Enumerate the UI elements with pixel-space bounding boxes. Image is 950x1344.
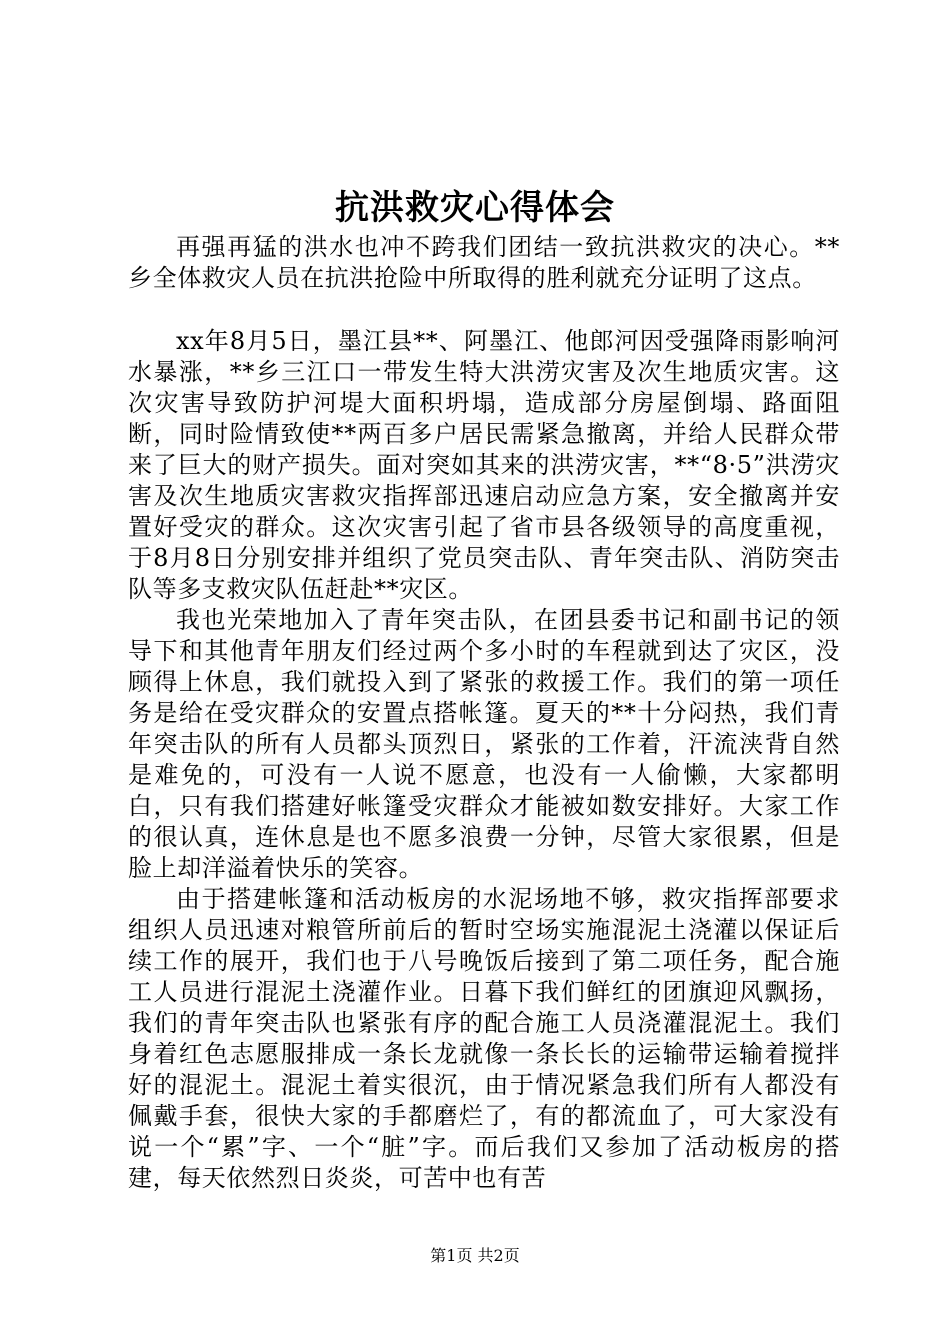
- body-paragraph-1: xx年8月5日，墨江县**、阿墨江、他郎河因受强降雨影响河水暴涨，**乡三江口一带发生特大洪涝灾害及次生地质灾害。这次灾害导致防护河堤大面积坍塌，造成部分房屋倒塌、路面阻断，同时险情致使**两百多户居民需紧急撤离，并给人民群众带来了巨大的财产损失。面对突如其来的洪涝灾害，**“8·5”洪涝灾害及次生地质灾害救灾指挥部迅速启动应急方案，安全撤离并安置好受灾的群众。这次灾害引起了省市县各级领导的高度重视，于8月8日分别安排并组织了党员突击队、青年突击队、消防突击队等多支救灾队伍赶赴**灾区。: [128, 327, 840, 603]
- main-section: [128, 326, 840, 1194]
- intro-section: [128, 232, 840, 294]
- body-paragraph-2: 我也光荣地加入了青年突击队，在团县委书记和副书记的领导下和其他青年朋友们经过两个多小时的车程就到达了灾区，没顾得上休息，我们就投入到了紧张的救援工作。我们的第一项任务是给在受灾群众的安置点搭帐篷。夏天的**十分闷热，我们青年突击队的所有人员都头顶烈日，紧张的工作着，汗流浃背自然是难免的，可没有一人说不愿意，也没有一人偷懒，大家都明白，只有我们搭建好帐篷受灾群众才能被如数安排好。大家工作的很认真，连休息是也不愿多浪费一分钟，尽管大家很累，但是脸上却洋溢着快乐的笑容。: [128, 606, 840, 882]
- document-title: 抗洪救灾心得体会: [335, 188, 615, 228]
- intro-paragraph: 再强再猛的洪水也冲不跨我们团结一致抗洪救灾的决心。**乡全体救灾人员在抗洪抢险中所取得的胜利就充分证明了这点。: [128, 233, 840, 292]
- page-footer: 第1页 共2页: [430, 1246, 520, 1265]
- body-paragraph-3: 由于搭建帐篷和活动板房的水泥场地不够，救灾指挥部要求组织人员迅速对粮管所前后的暂时空场实施混泥土浇灌以保证后续工作的展开，我们也于八号晚饭后接到了第二项任务，配合施工人员进行混泥土浇灌作业。日暮下我们鲜红的团旗迎风飘扬，我们的青年突击队也紧张有序的配合施工人员浇灌混泥土。我们身着红色志愿服排成一条长龙就像一条长长的运输带运输着搅拌好的混泥土。混泥土着实很沉，由于情况紧急我们所有人都没有佩戴手套，很快大家的手都磨烂了，有的都流血了，可大家没有说一个“累”字、一个“脏”字。而后我们又参加了活动板房的搭建，每天依然烈日炎炎，可苦中也有苦: [128, 885, 840, 1192]
